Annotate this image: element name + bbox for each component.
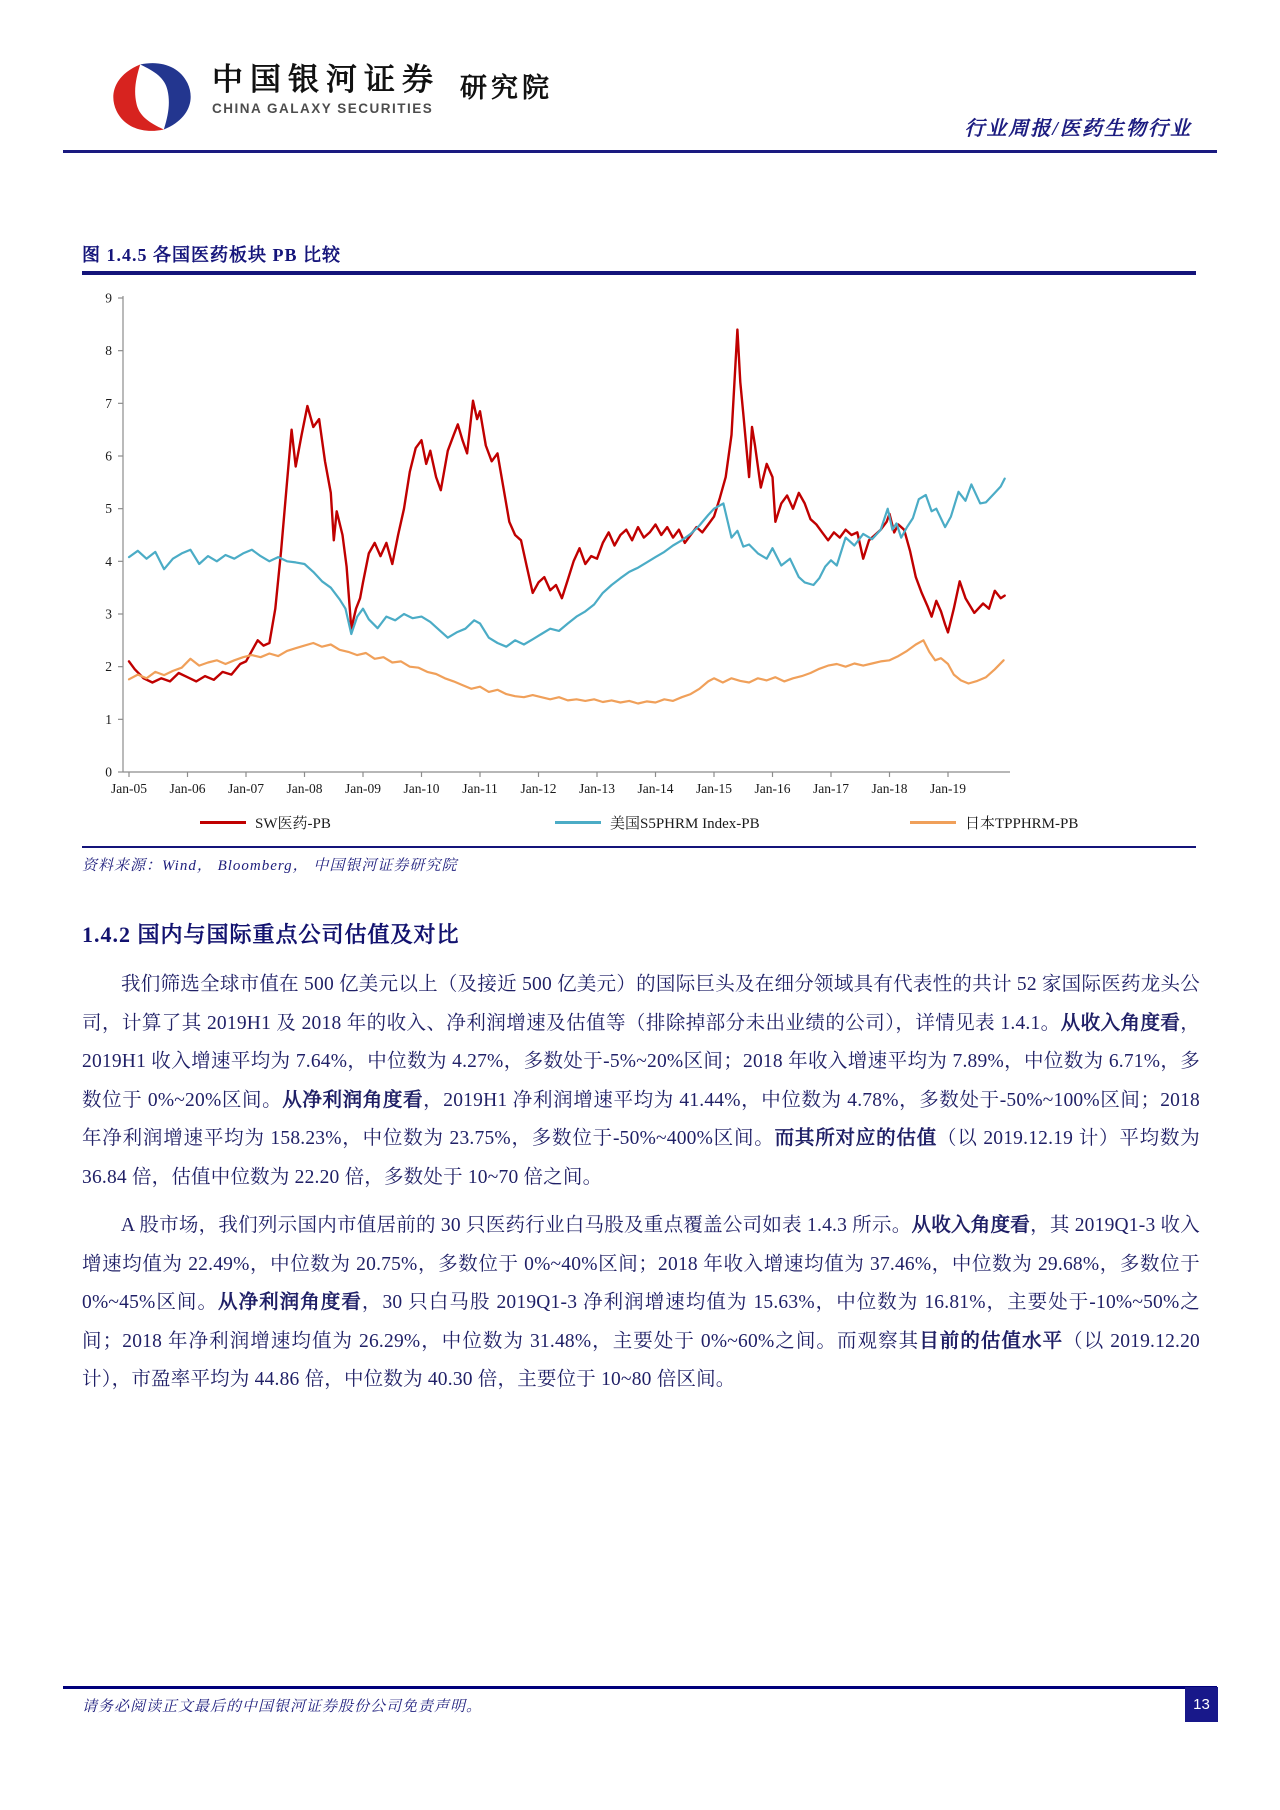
y-tick-label: 5: [105, 501, 112, 517]
galaxy-swirl-icon: [106, 58, 198, 136]
logo-name-cn: 中国银河证券: [212, 62, 440, 97]
logo-name-en: CHINA GALAXY SECURITIES: [212, 100, 434, 116]
x-tick-label: Jan-05: [111, 781, 147, 794]
legend-label: SW医药-PB: [255, 816, 331, 832]
source-note: 资料来源：Wind， Bloomberg， 中国银河证券研究院: [82, 858, 458, 874]
legend-line-swatch: [555, 821, 601, 824]
x-tick-label: Jan-08: [286, 781, 323, 794]
x-tick-label: Jan-19: [930, 781, 966, 794]
x-tick-label: Jan-14: [637, 781, 674, 794]
series-line-0: [129, 330, 1005, 683]
paragraph-1: 我们筛选全球市值在 500 亿美元以上（及接近 500 亿美元）的国际巨头及在细分领域具有代表性的共计 52 家国际医药龙头公司，计算了其 2019H1 及 2018 年的收入、净利润增速及估值等（排除掉部分未出业绩的公司），详情见表 1.4.1。从收入角度看，2019H1 收入增速平均为 7.64%，中位数为 4.27%，多数处于-5%~20%区间；2018 年收入增速平均为 7.89%，中位数为 6.71%，多数位于 0%~20%区间。从净利润角度看，2019H1 净利润增速平均为 41.44%，中位数为 4.78%，多数处于-50%~100%区间；2018 年净利润增速平均为 158.23%，中位数为 23.75%，多数位于-50%~400%区间。而其所对应的估值（以 2019.12.19 计）平均数为 36.84 倍，估值中位数为 22.20 倍，多数处于 10~70 倍之间。: [82, 974, 1200, 1188]
chart-svg: [85, 286, 1025, 794]
disclaimer-text: 请务必阅读正文最后的中国银河证券股份公司免责声明。: [82, 1699, 483, 1715]
paragraph-2: A 股市场，我们列示国内市值居前的 30 只医药行业白马股及重点覆盖公司如表 1.4.3 所示。从收入角度看，其 2019Q1-3 收入增速均值为 22.49%，中位数为 20.75%，多数位于 0%~40%区间；2018 年收入增速均值为 37.46%，中位数为 29.68%，多数位于 0%~45%区间。从净利润角度看，30 只白马股 2019Q1-3 净利润增速均值为 15.63%，中位数为 16.81%，主要处于-10%~50%之间；2018 年净利润增速均值为 26.29%，中位数为 31.48%，主要处于 0%~60%之间。而观察其目前的估值水平（以 2019.12.20 计），市盈率平均为 44.86 倍，中位数为 40.30 倍，主要位于 10~80 倍区间。: [82, 1215, 1201, 1390]
y-tick-label: 8: [105, 343, 112, 359]
chart-legend: [85, 812, 1195, 836]
x-tick-label: Jan-10: [403, 781, 440, 794]
page-number-badge: 13: [1185, 1687, 1218, 1722]
legend-label: 美国S5PHRM Index-PB: [610, 816, 760, 832]
logo-suffix: 研究院: [460, 73, 553, 103]
y-tick-label: 1: [105, 711, 112, 727]
legend-item-2: [910, 812, 1078, 833]
figure-bottom-divider: [82, 846, 1196, 848]
logo-text: [212, 62, 440, 116]
x-tick-label: Jan-16: [754, 781, 791, 794]
legend-item-0: [200, 812, 331, 833]
y-tick-label: 6: [105, 448, 112, 464]
y-tick-label: 9: [105, 290, 112, 306]
legend-line-swatch: [910, 821, 956, 824]
y-tick-label: 4: [105, 553, 112, 569]
body-paragraphs: [82, 966, 1200, 1410]
series-line-1: [129, 479, 1005, 647]
y-tick-label: 0: [105, 764, 112, 780]
legend-label: 日本TPPHRM-PB: [965, 816, 1079, 832]
figure-title-divider: [82, 271, 1196, 275]
series-line-2: [129, 640, 1004, 703]
legend-item-1: [555, 812, 760, 833]
x-tick-label: Jan-11: [462, 781, 498, 794]
y-tick-label: 7: [105, 395, 112, 411]
x-tick-label: Jan-09: [345, 781, 381, 794]
header-divider: [63, 150, 1217, 153]
x-tick-label: Jan-06: [169, 781, 206, 794]
x-tick-label: Jan-18: [871, 781, 908, 794]
x-tick-label: Jan-17: [813, 781, 849, 794]
footer-divider: [63, 1686, 1217, 1689]
figure-title: 图 1.4.5 各国医药板块 PB 比较: [82, 245, 341, 265]
x-tick-label: Jan-13: [579, 781, 615, 794]
y-tick-label: 3: [105, 606, 112, 622]
x-tick-label: Jan-15: [696, 781, 732, 794]
legend-line-swatch: [200, 821, 246, 824]
x-tick-label: Jan-07: [228, 781, 264, 794]
section-heading: 1.4.2 国内与国际重点公司估值及对比: [82, 922, 460, 947]
pb-comparison-chart: [85, 286, 1025, 794]
company-logo: [106, 58, 553, 136]
x-tick-label: Jan-12: [520, 781, 557, 794]
y-tick-label: 2: [105, 659, 112, 675]
report-type-label: 行业周报/医药生物行业: [964, 118, 1192, 140]
